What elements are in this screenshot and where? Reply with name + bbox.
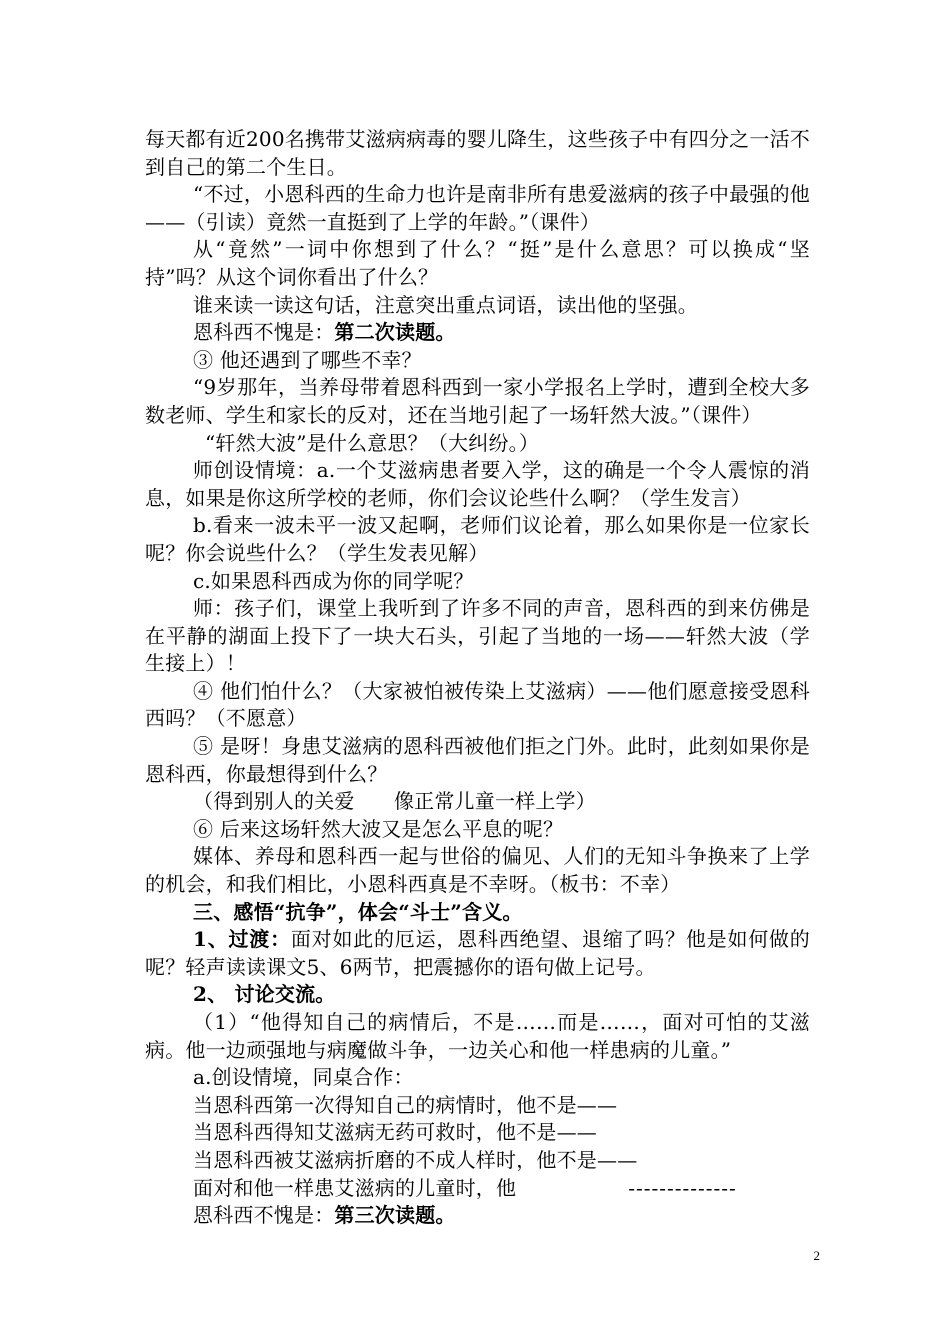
paragraph-infant-statistics: 每天都有近200名携带艾滋病病毒的婴儿降生，这些孩子中有四分之一活不到自己的第二个生日。	[145, 127, 810, 179]
paragraph-question-3: ③ 他还遇到了哪些不幸？	[193, 347, 422, 372]
paragraph-question-6: ⑥ 后来这场轩然大波又是怎么平息的呢？	[193, 816, 564, 841]
paragraph-question-4: ④ 他们怕什么？（大家被怕被传染上艾滋病）——他们愿意接受恩科西吗？（不愿意）	[145, 678, 810, 731]
transition-label: 1、过渡：	[193, 927, 291, 952]
second-reading-title: 第二次读题。	[334, 320, 456, 345]
paragraph-question-5: ⑤ 是呀！身患艾滋病的恩科西被他们拒之门外。此时，此刻如果你是恩科西，你最想得到什么？	[145, 734, 810, 786]
paragraph-prompt-tortured: 当恩科西被艾滋病折磨的不成人样时，他不是——	[193, 1147, 638, 1172]
paragraph-prompt-first: 当恩科西第一次得知自己的病情时，他不是——	[193, 1092, 618, 1117]
paragraph-scenario-c: c.如果恩科西成为你的同学呢？	[193, 568, 474, 593]
section-heading-three: 三、感悟“抗争”，体会“斗士”含义。	[193, 899, 523, 924]
paragraph-quote-survival: “不过，小恩科西的生命力也许是南非所有患爱滋病的孩子中最强的他——（引读）竟然一直挺到了上学的年龄。”（课件）	[145, 182, 810, 234]
paragraph-quote-school: “9岁那年，当养母带着恩科西到一家小学报名上学时，遭到全校大多数老师、学生和家长的反对，还在当地引起了一场轩然大波。”（课件）	[145, 375, 810, 427]
document-body	[145, 126, 810, 1230]
reading-prefix: 恩科西不愧是：	[193, 320, 335, 345]
paragraph-media-summary: 媒体、养母和恩科西一起与世俗的偏见、人们的无知斗争换来了上学的机会，和我们相比，小恩科西真是不幸呀。（板书：不幸）	[145, 844, 810, 897]
section-heading-discussion: 2、 讨论交流。	[193, 982, 336, 1007]
paragraph-quote-struggle: （1）“他得知自己的病情后，不是……而是……，面对可怕的艾滋病。他一边顽强地与病魔做斗争，一边关心和他一样患病的儿童。”	[145, 1010, 810, 1062]
page-number: 2	[813, 1248, 820, 1263]
paragraph-scenario-partner: a.创设情境，同桌合作：	[193, 1065, 414, 1090]
paragraph-xuanran-meaning: “轩然大波”是什么意思？（大纠纷。）	[205, 430, 540, 455]
paragraph-third-reading	[145, 1202, 810, 1230]
prompt-text: 面对和他一样患艾滋病的儿童时，他	[193, 1175, 517, 1200]
paragraph-answers: （得到别人的关爱 像正常儿童一样上学）	[193, 789, 596, 814]
paragraph-scenario-a: 师创设情境：a.一个艾滋病患者要入学，这的确是一个令人震惊的消息，如果是你这所学校的老师，你们会议论些什么啊？（学生发言）	[145, 458, 810, 510]
paragraph-second-reading	[145, 319, 810, 347]
fill-in-blank-line: --------------	[628, 1175, 737, 1200]
transition-text: 面对如此的厄运，恩科西绝望、退缩了吗？他是如何做的呢？轻声读读课文5、6两节，把震撼你的语句做上记号。	[145, 927, 811, 979]
paragraph-transition	[145, 926, 810, 981]
paragraph-prompt-incurable: 当恩科西得知艾滋病无药可救时，他不是——	[193, 1120, 597, 1145]
paragraph-scenario-b: b.看来一波未平一波又起啊，老师们议论着，那么如果你是一位家长呢？你会说些什么？（学生发表见解）	[145, 513, 810, 565]
reading-prefix: 恩科西不愧是：	[193, 1203, 335, 1228]
paragraph-prompt-other-children	[145, 1175, 810, 1203]
paragraph-read-aloud: 谁来读一读这句话，注意突出重点词语，读出他的坚强。	[193, 292, 698, 317]
third-reading-title: 第三次读题。	[334, 1203, 456, 1228]
paragraph-question-jingran: 从“竟然”一词中你想到了什么？“挺”是什么意思？可以换成“坚持”吗？从这个词你看出了什么？	[145, 237, 810, 289]
paragraph-teacher-remarks: 师：孩子们，课堂上我听到了许多不同的声音，恩科西的到来仿佛是在平静的湖面上投下了一块大石头，引起了当地的一场——轩然大波（学生接上）！	[145, 596, 810, 676]
